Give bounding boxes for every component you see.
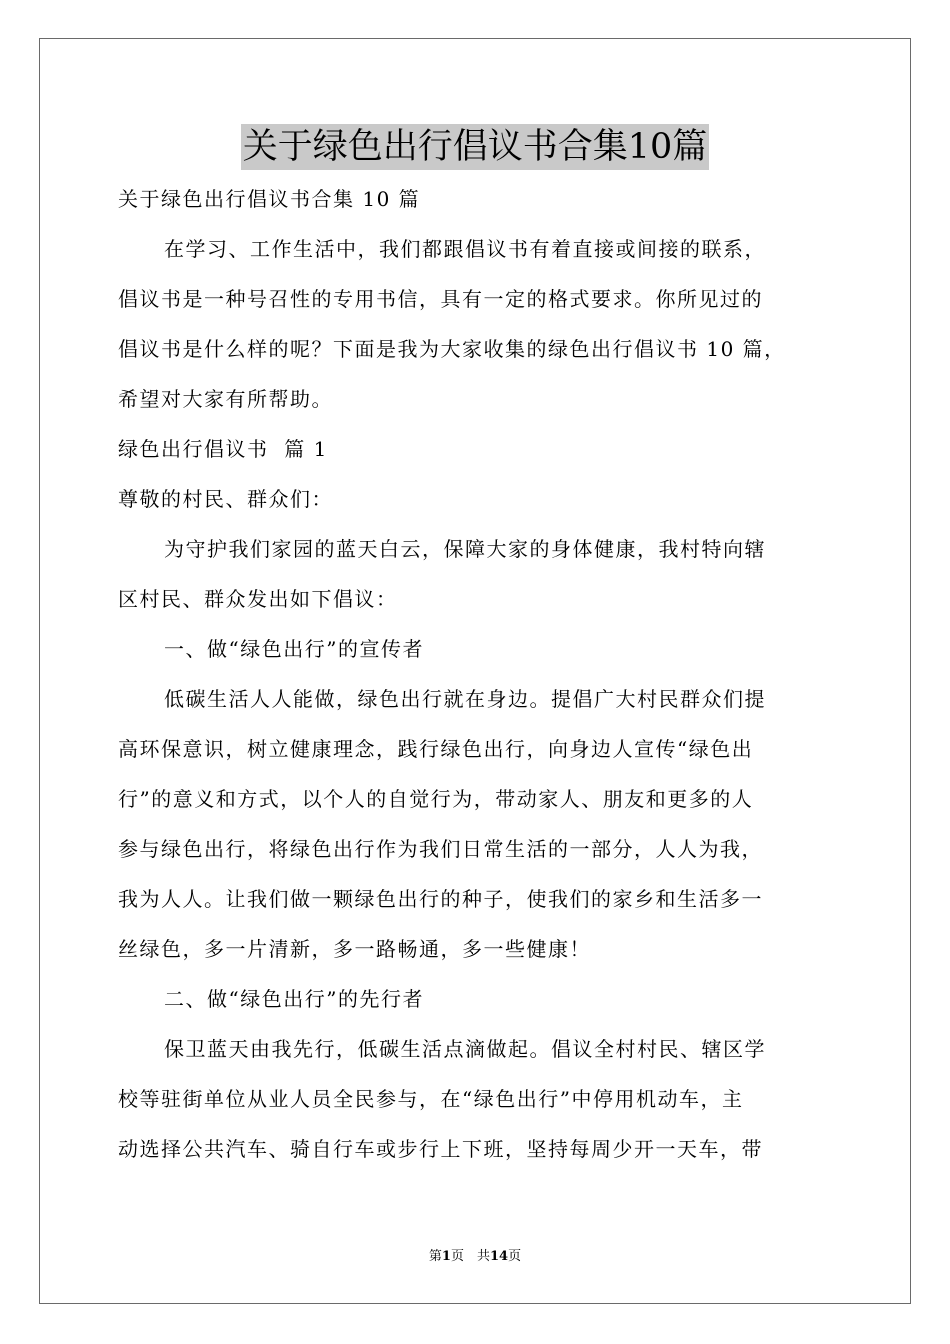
item1-line: 参与绿色出行，将绿色出行作为我们日常生活的一部分，人人为我， xyxy=(118,837,763,861)
footer-mid: 页 共 xyxy=(450,1249,490,1264)
opening-line: 为守护我们家园的蓝天白云，保障大家的身体健康，我村特向辖 xyxy=(164,537,766,561)
footer-suffix: 页 xyxy=(508,1249,522,1264)
item1-line: 高环保意识，树立健康理念，践行绿色出行，向身边人宣传“绿色出 xyxy=(118,737,754,761)
intro-paragraph xyxy=(118,224,836,424)
item1-paragraph xyxy=(118,674,836,974)
footer-total-pages: 14 xyxy=(489,1249,509,1264)
page-footer xyxy=(0,1248,950,1266)
item1-line: 低碳生活人人能做，绿色出行就在身边。提倡广大村民群众们提 xyxy=(164,687,766,711)
item2-paragraph xyxy=(118,1024,836,1174)
opening-line: 区村民、群众发出如下倡议： xyxy=(118,587,398,611)
item2-line: 校等驻街单位从业人员全民参与，在“绿色出行”中停用机动车，主 xyxy=(118,1087,744,1111)
item1-heading: 一、做“绿色出行”的宣传者 xyxy=(164,637,424,661)
intro-line: 在学习、工作生活中，我们都跟倡议书有着直接或间接的联系， xyxy=(164,237,766,261)
document-subtitle: 关于绿色出行倡议书合集 10 篇 xyxy=(118,187,421,211)
item2-heading: 二、做“绿色出行”的先行者 xyxy=(164,987,424,1011)
item2-line: 动选择公共汽车、骑自行车或步行上下班，坚持每周少开一天车，带 xyxy=(118,1137,763,1161)
footer-current-page: 1 xyxy=(441,1249,451,1264)
item1-line: 丝绿色，多一片清新，多一路畅通，多一些健康！ xyxy=(118,937,591,961)
item2-line: 保卫蓝天由我先行，低碳生活点滴做起。倡议全村村民、辖区学 xyxy=(164,1037,766,1061)
footer-prefix: 第 xyxy=(428,1249,442,1264)
document-body xyxy=(118,174,836,1174)
intro-line: 希望对大家有所帮助。 xyxy=(118,387,333,411)
title-wrap xyxy=(0,124,950,170)
intro-line: 倡议书是什么样的呢？下面是我为大家收集的绿色出行倡议书 10 篇， xyxy=(118,337,786,361)
item1-line: 我为人人。让我们做一颗绿色出行的种子，使我们的家乡和生活多一 xyxy=(118,887,763,911)
intro-line: 倡议书是一种号召性的专用书信，具有一定的格式要求。你所见过的 xyxy=(118,287,763,311)
item1-line: 行”的意义和方式，以个人的自觉行为，带动家人、朋友和更多的人 xyxy=(118,787,754,811)
document-title: 关于绿色出行倡议书合集10篇 xyxy=(241,124,710,170)
opening-paragraph xyxy=(118,524,836,624)
section-heading: 绿色出行倡议书 篇 1 xyxy=(118,437,328,461)
salutation: 尊敬的村民、群众们： xyxy=(118,487,333,511)
